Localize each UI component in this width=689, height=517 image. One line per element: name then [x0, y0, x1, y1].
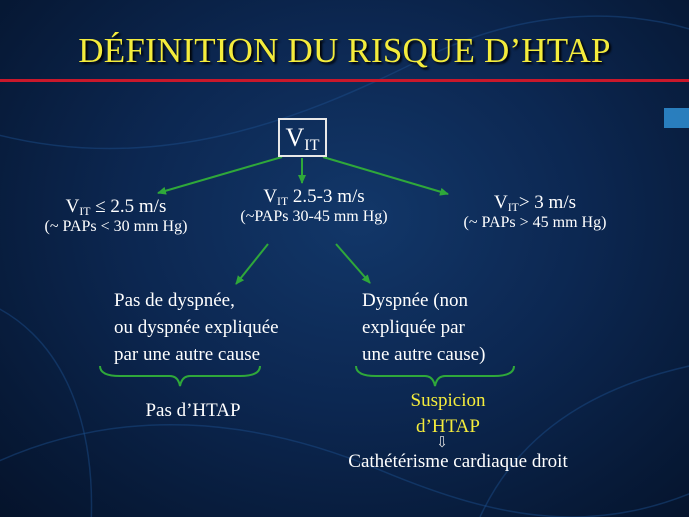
branch-mid-condition: 2.5-3 m/s	[288, 186, 365, 207]
branch-low-threshold	[26, 196, 206, 218]
side-tab-decoration	[664, 108, 689, 128]
arrow-middle-to-left-condition	[236, 244, 268, 284]
outcome-suspicion	[378, 388, 518, 440]
condition-right-line-2: expliquée par	[362, 317, 465, 338]
branch-mid-var: V	[263, 186, 278, 207]
branch-high	[440, 192, 630, 233]
outcome-suspicion-line-2: d’HTAP	[416, 416, 480, 437]
brace-right	[356, 366, 514, 386]
condition-left-line-2: ou dyspnée expliquée	[114, 317, 279, 338]
branch-low	[26, 196, 206, 237]
branch-low-var: V	[65, 196, 80, 217]
branch-low-condition: ≤ 2.5 m/s	[90, 196, 167, 217]
title-underline	[0, 79, 689, 82]
condition-right	[362, 287, 485, 368]
condition-right-line-3: une autre cause)	[362, 344, 486, 365]
branch-low-paps: (~ PAPs < 30 mm Hg)	[44, 218, 188, 236]
condition-right-line-1: Dyspnée (non	[362, 290, 469, 311]
root-var: V	[285, 123, 305, 152]
branch-high-paps: (~ PAPs > 45 mm Hg)	[463, 214, 607, 232]
root-node-vit	[278, 118, 327, 157]
branch-mid-sub: IT	[277, 194, 289, 208]
branch-high-condition: > 3 m/s	[518, 192, 576, 213]
slide-title: DÉFINITION DU RISQUE D’HTAP	[78, 31, 611, 70]
branch-mid	[214, 186, 414, 227]
branch-low-sub: IT	[79, 204, 91, 218]
outcome-no-htap: Pas d’HTAP	[145, 400, 241, 421]
branch-high-threshold	[440, 192, 630, 214]
down-arrow-icon: ⇩	[435, 435, 449, 451]
branch-mid-paps: (~PAPs 30-45 mm Hg)	[240, 208, 388, 226]
condition-left-line-1: Pas de dyspnée,	[114, 290, 235, 311]
arrow-middle-to-right-condition	[336, 244, 370, 283]
branch-high-var: V	[493, 192, 508, 213]
branch-mid-threshold	[214, 186, 414, 208]
decorative-curves	[0, 16, 689, 517]
outcome-catheterism: Cathétérisme cardiaque droit	[348, 451, 568, 472]
outcome-suspicion-line-1: Suspicion	[410, 390, 486, 411]
root-sub: IT	[304, 137, 320, 155]
branch-high-sub: IT	[507, 200, 519, 214]
condition-left	[114, 287, 279, 368]
condition-left-line-3: par une autre cause	[114, 344, 261, 365]
brace-left	[100, 366, 260, 386]
